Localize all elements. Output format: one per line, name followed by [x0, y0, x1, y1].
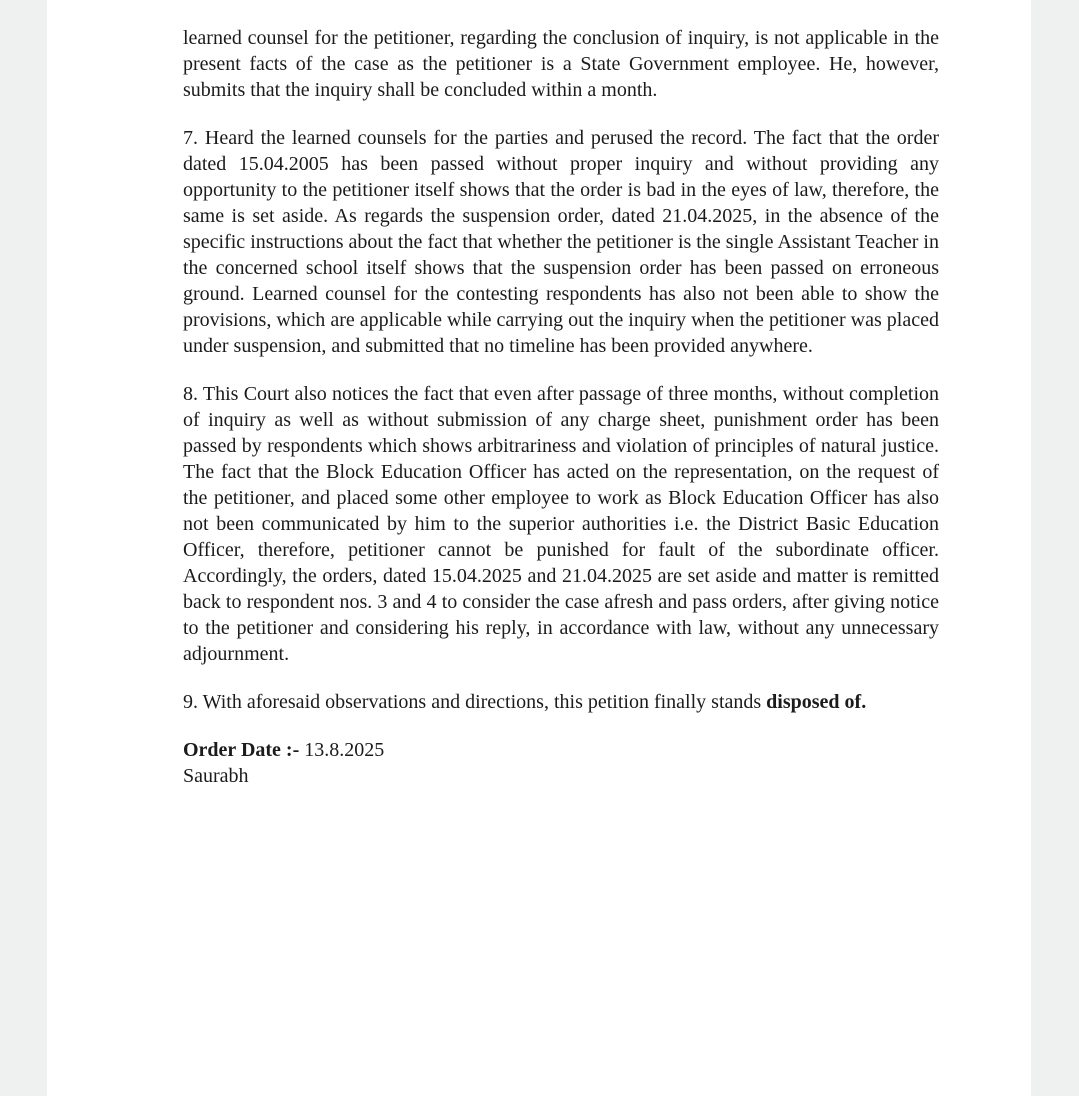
order-date-line: [183, 737, 939, 763]
paragraph-8: 8. This Court also notices the fact that even after passage of three months, without completion of inquiry as well as without submission of any charge sheet, punishment order has been passed by respondents which shows arbitrariness and violation of principles of natural justice. The fact that the Block Education Officer has acted on the representation, on the request of the petitioner, and placed some other employee to work as Block Education Officer has also not been communicated by him to the superior authorities i.e. the District Basic Education Officer, therefore, petitioner cannot be punished for fault of the subordinate officer. Accordingly, the orders, dated 15.04.2025 and 21.04.2025 are set aside and matter is remitted back to respondent nos. 3 and 4 to consider the case afresh and pass orders, after giving notice to the petitioner and considering his reply, in accordance with law, without any unnecessary adjournment.: [183, 383, 939, 665]
disposed-of-emphasis: disposed of.: [766, 691, 867, 713]
order-text-body: [183, 25, 939, 789]
paragraph-9: [183, 689, 939, 715]
order-date-label: Order Date :-: [183, 739, 300, 761]
signature-line: [183, 763, 939, 789]
paragraph-7: 7. Heard the learned counsels for the parties and perused the record. The fact that the order dated 15.04.2005 has been passed without proper inquiry and without providing any opportunity to the petitioner itself shows that the order is bad in the eyes of law, therefore, the same is set aside. As regards the suspension order, dated 21.04.2025, in the absence of the specific instructions about the fact that whether the petitioner is the single Assistant Teacher in the concerned school itself shows that the suspension order has been passed on erroneous ground. Learned counsel for the contesting respondents has also not been able to show the provisions, which are applicable while carrying out the inquiry when the petitioner was placed under suspension, and submitted that no timeline has been provided anywhere.: [183, 127, 939, 357]
signature-name: Saurabh: [183, 765, 249, 787]
paragraph-9-text: 9. With aforesaid observations and directions, this petition finally stands: [183, 691, 762, 713]
document-page: [47, 0, 1031, 1096]
paragraph-continuation: learned counsel for the petitioner, regarding the conclusion of inquiry, is not applicable in the present facts of the case as the petitioner is a State Government employee. He, however, submits that the inquiry shall be concluded within a month.: [183, 27, 939, 101]
order-date-value: 13.8.2025: [304, 739, 385, 761]
